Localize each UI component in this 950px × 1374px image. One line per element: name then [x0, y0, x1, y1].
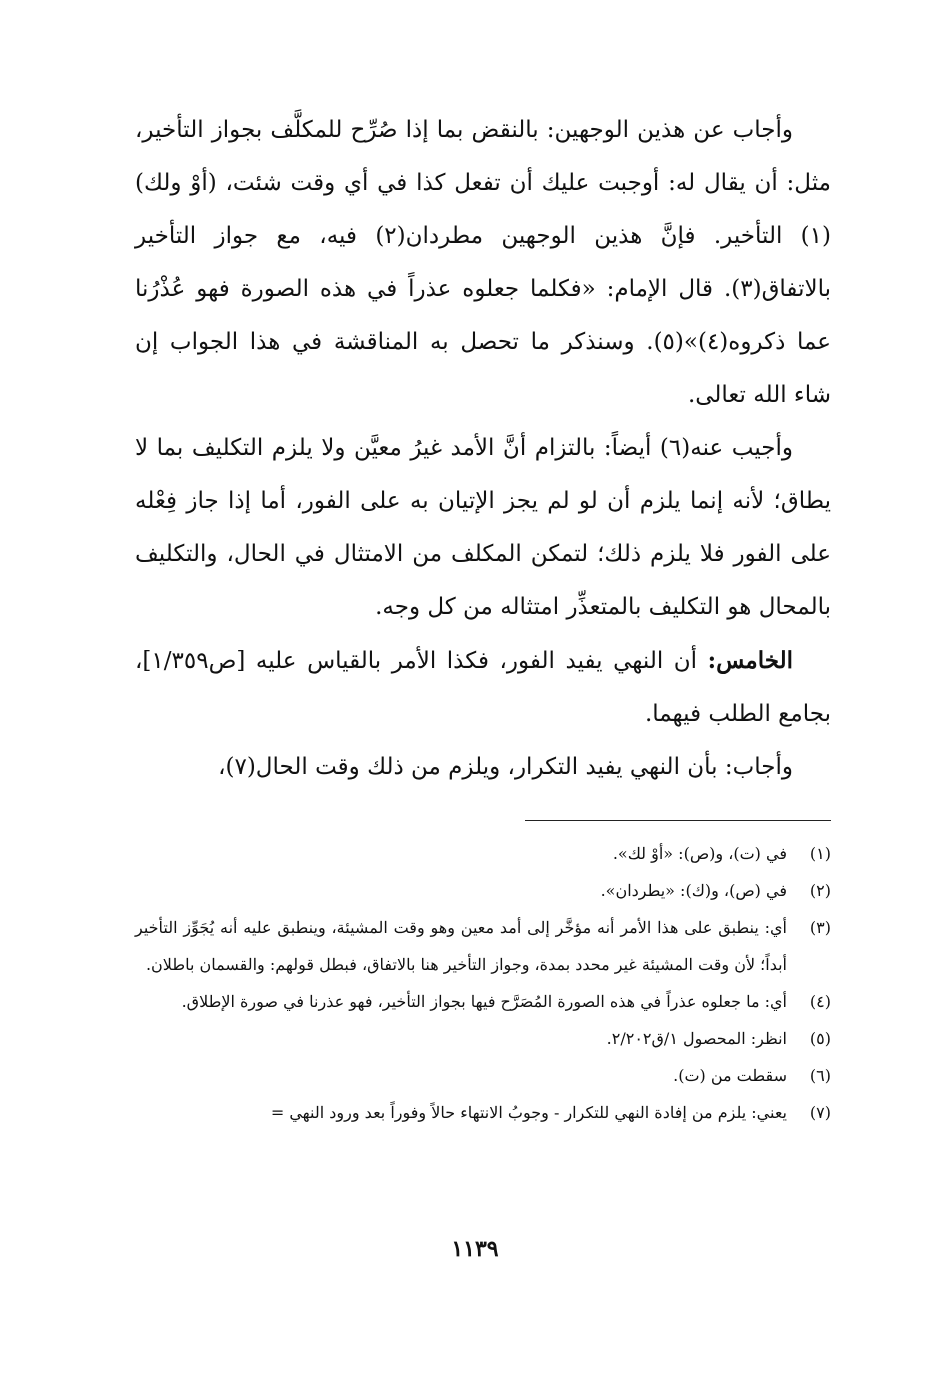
footnote-text: سقطت من (ت).: [673, 1066, 787, 1085]
footnote-item: [135, 1057, 831, 1094]
paragraph-3-text: أن النهي يفيد الفور، فكذا الأمر بالقياس عليه [ص١/٣٥٩]، بجامع الطلب فيهما.: [135, 648, 831, 727]
footnotes: [135, 835, 831, 1131]
footnote-number: (٧): [809, 1103, 831, 1122]
page-number: ١١٣٩: [451, 1236, 499, 1262]
footnote-number: (٤): [809, 992, 831, 1011]
footnote-item: [135, 909, 831, 983]
paragraph-2: وأجيب عنه(٦) أيضاً: بالتزام أنَّ الأمد غيرُ معيَّن ولا يلزم التكليف بما لا يطاق؛ لأنه إنما يلزم أن لو لم يجز الإتيان به على الفور، أما إذا جاز فِعْله على الفور فلا يلزم ذلك؛ لتمكن المكلف من الامتثال في الحال، والتكليف بالمحال هو التكليف بالمتعذِّر امتثاله من كل وجه.: [135, 435, 831, 620]
footnote-number: (٦): [809, 1066, 831, 1085]
footnote-item: [135, 1094, 831, 1131]
paragraph-4: وأجاب: بأن النهي يفيد التكرار، ويلزم من ذلك وقت الحال(٧)،: [218, 754, 793, 780]
footnote-number: (٥): [809, 1029, 831, 1048]
footnote-number: (١): [809, 844, 831, 863]
footnote-item: [135, 1020, 831, 1057]
paragraph-3-lead: الخامس:: [707, 647, 793, 674]
footnote-separator: [525, 820, 831, 821]
footnote-text: يعني: يلزم من إفادة النهي للتكرار - وجوبُ الانتهاء حالاً وفوراً بعد ورود النهي =: [270, 1103, 787, 1122]
footnote-text: أي: ينطبق على هذا الأمر أنه مؤخَّر إلى أمد معين وهو وقت المشيئة، وينطبق عليه أنه يُجَوِّز التأخير أبداً؛ لأن وقت المشيئة غير محدد بمدة، وجواز التأخير هنا بالاتفاق، فبطل قولهم: والقسمان باطلان.: [135, 918, 787, 974]
footnote-number: (٢): [809, 881, 831, 900]
footnote-text: انظر: المحصول ١/ق٢/٢٠٢.: [606, 1029, 787, 1048]
footnote-number: (٣): [809, 918, 831, 937]
footnote-text: في (ص)، و(ك): «يطردان».: [600, 881, 787, 900]
footnote-text: في (ت)، و(ص): «أوْ لك».: [612, 844, 787, 863]
main-text: [135, 104, 831, 794]
footnote-text: أي: ما جعلوه عذراً في هذه الصورة المُصَرَّح فيها بجواز التأخير، فهو عذرنا في صورة الإطلاق.: [181, 992, 787, 1011]
footnote-item: [135, 983, 831, 1020]
footnote-item: [135, 872, 831, 909]
footnote-item: [135, 835, 831, 872]
page-body: [135, 104, 831, 1131]
paragraph-3: [135, 634, 831, 741]
paragraph-1: وأجاب عن هذين الوجهين: بالنقض بما إذا صُرِّح للمكلَّف بجواز التأخير، مثل: أن يقال له: أوجبت عليك أن تفعل كذا في أي وقت شئت، (أوْ ولك)(١) التأخير. فإنَّ هذين الوجهين مطردان(٢) فيه، مع جواز التأخير بالاتفاق(٣). قال الإمام: «فكلما جعلوه عذراً في هذه الصورة فهو عُذْرُنا عما ذكروه(٤)»(٥). وسنذكر ما تحصل به المناقشة في هذا الجواب إن شاء الله تعالى.: [135, 117, 831, 408]
